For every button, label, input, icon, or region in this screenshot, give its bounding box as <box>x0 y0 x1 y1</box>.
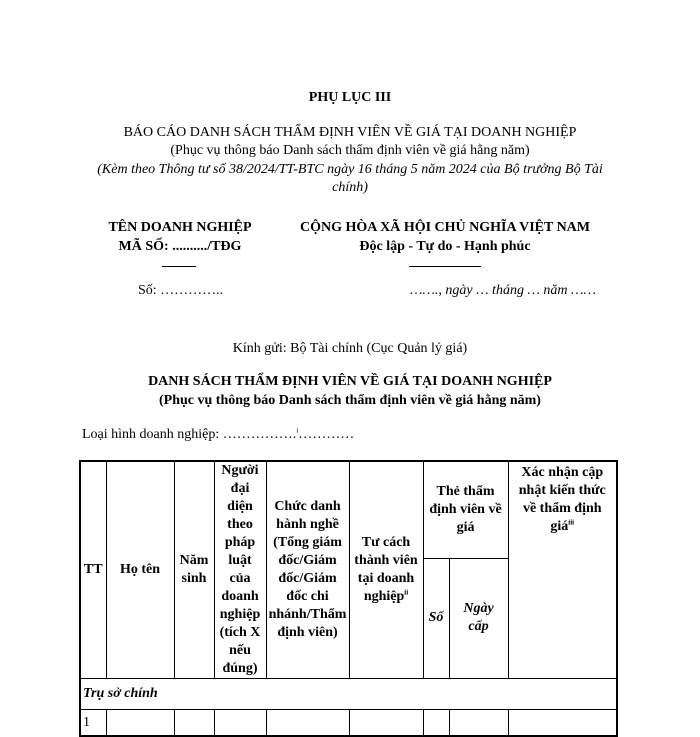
list-title: DANH SÁCH THẨM ĐỊNH VIÊN VỀ GIÁ TẠI DOANH NGHIỆP <box>148 374 552 389</box>
business-type-trail: ………… <box>298 427 355 442</box>
list-subtitle: (Phục vụ thông báo Danh sách thẩm định viên về giá hằng năm) <box>159 393 541 408</box>
header-card-number: Số <box>423 558 449 678</box>
report-subtitle: (Phục vụ thông báo Danh sách thẩm định viên về giá hằng năm) <box>170 143 530 158</box>
cell-empty <box>174 710 214 737</box>
cell-empty <box>423 710 449 737</box>
report-attachment-note: (Kèm theo Thông tư số 38/2024/TT-BTC ngày 16 tháng 5 năm 2024 của Bộ trưởng Bộ Tài chính) <box>97 162 603 195</box>
appraiser-table <box>79 460 618 737</box>
business-type-label: Loại hình doanh nghiệp: ……………. <box>82 427 297 442</box>
document-date: ……., ngày … tháng … năm …… <box>410 283 596 298</box>
header-job-title: Chức danh hành nghề (Tổng giám đốc/Giám đốc/Giám đốc chi nhánh/Thẩm định viên) <box>266 461 349 679</box>
report-title: BÁO CÁO DANH SÁCH THẨM ĐỊNH VIÊN VỀ GIÁ TẠI DOANH NGHIỆP <box>123 125 577 140</box>
business-type-line <box>82 427 354 443</box>
header-birth-year: Năm sinh <box>174 461 214 679</box>
nation-block <box>280 218 610 256</box>
cell-empty <box>349 710 423 737</box>
cell-empty <box>214 710 266 737</box>
footnote-marker-ii: ii <box>404 588 409 597</box>
footnote-marker-i: i <box>296 426 299 435</box>
header-name: Họ tên <box>106 461 174 679</box>
header-card: Thẻ thẩm định viên về giá <box>423 461 508 558</box>
document-number: Số: ………….. <box>138 283 224 298</box>
organization-block <box>85 218 275 256</box>
motto-divider <box>409 266 481 267</box>
header-member-status: Tư cách thành viên tại doanh nghiệp$^{ii}$ <box>349 461 423 679</box>
appendix-title: PHỤ LỤC III <box>308 90 392 105</box>
nation-name: CỘNG HÒA XÃ HỘI CHỦ NGHĨA VIỆT NAM <box>299 220 590 235</box>
organization-divider <box>162 266 196 267</box>
header-card-date: Ngày cấp <box>449 558 508 678</box>
cell-empty <box>266 710 349 737</box>
header-training: Xác nhận cập nhật kiến thức về thẩm định giá$^{iii}$ <box>508 461 617 679</box>
nation-motto: Độc lập - Tự do - Hạnh phúc <box>359 239 531 254</box>
cell-empty <box>508 710 617 737</box>
organization-name: TÊN DOANH NGHIỆP <box>108 220 252 235</box>
section-head-office: Trụ sở chính <box>80 679 617 710</box>
footnote-marker-iii: iii <box>568 518 575 527</box>
cell-empty <box>106 710 174 737</box>
header-legal-rep: Người đại diện theo pháp luật của doanh nghiệp (tích X nếu đúng) <box>214 461 266 679</box>
row-number: 1 <box>80 710 106 737</box>
organization-code: MÃ SỐ: ........../TĐG <box>118 239 242 254</box>
recipient-line: Kính gửi: Bộ Tài chính (Cục Quản lý giá) <box>232 341 468 356</box>
cell-empty <box>449 710 508 737</box>
header-tt: TT <box>80 461 106 679</box>
